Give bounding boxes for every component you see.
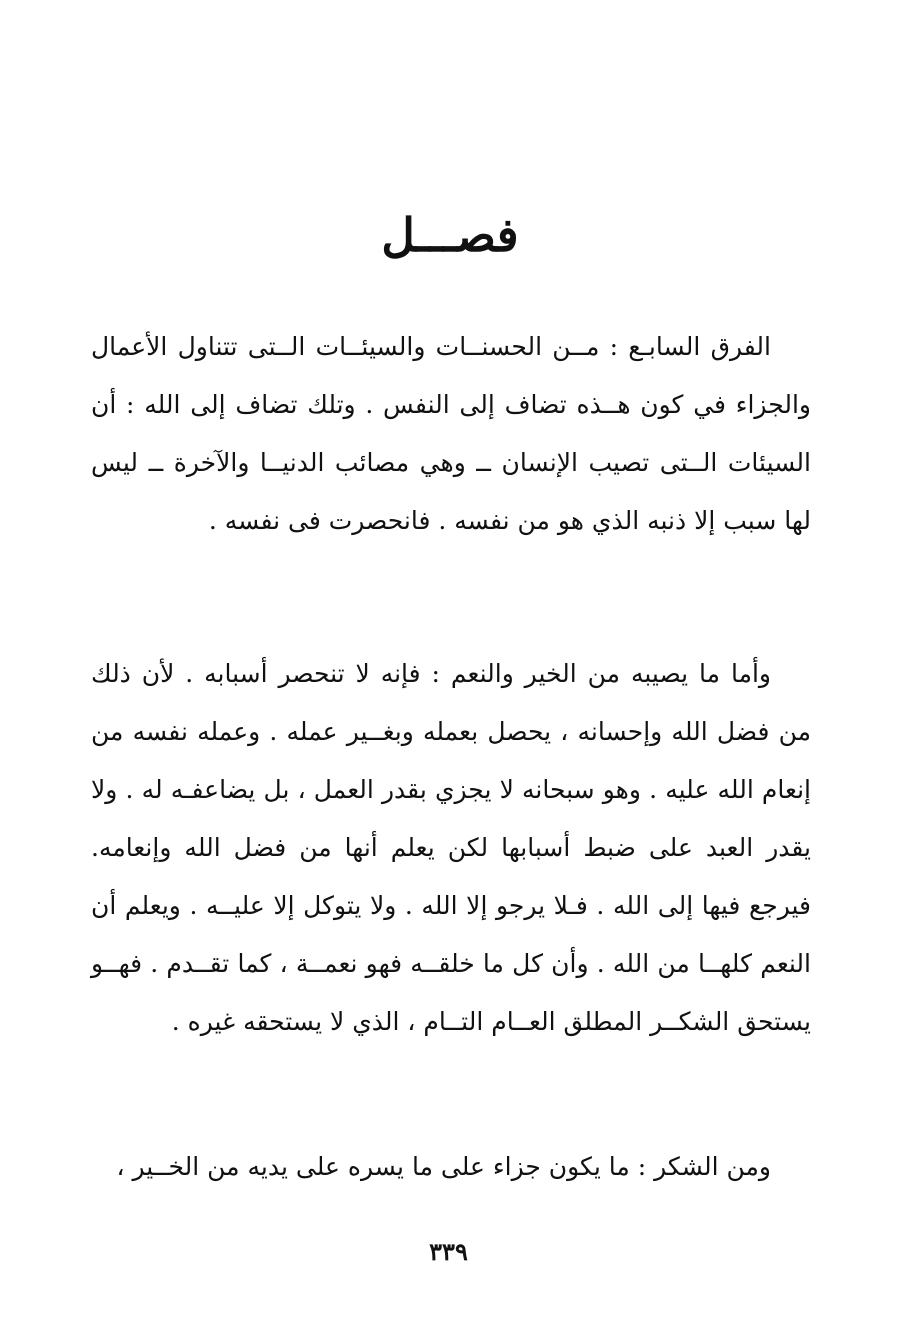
paragraph-1 — [91, 318, 811, 550]
page-number: ٣٣٩ — [429, 1237, 468, 1266]
section-title: فصـــل — [381, 208, 519, 262]
paragraph-1-text: الفرق السابـع : مــن الحسنــات والسيئــات الــتى تتناول الأعمال والجزاء في كون هــذه تضاف إلى النفس . وتلك تضاف إلى الله : أن السيئات الــتى تصيب الإنسان ــ وهي مصائب الدنيــا والآخرة ــ ليس لها سبب إلا ذنبه الذي هو من نفسه . فانحصرت فى نفسه . — [91, 332, 811, 535]
paragraph-2-text: وأما ما يصيبه من الخير والنعم : فإنه لا تنحصر أسبابه . لأن ذلك من فضل الله وإحسانه ، يحصل بعمله وبغــير عمله . وعمله نفسه من إنعام الله عليه . وهو سبحانه لا يجزي بقدر العمل ، بل يضاعفـه له . ولا يقدر العبد على ضبط أسبابها لكن يعلم أنها من فضل الله وإنعامه. فيرجع فيها إلى الله . فـلا يرجو إلا الله . ولا يتوكل إلا عليــه . ويعلم أن النعم كلهــا من الله . وأن كل ما خلقــه فهو نعمــة ، كما تقــدم . فهــو يستحق الشكــر المطلق العــام التــام ، الذي لا يستحقه غيره . — [91, 659, 811, 1036]
paragraph-3-text: ومن الشكر : ما يكون جزاء على ما يسره على يديه من الخــير ، — [116, 1152, 771, 1181]
paragraph-3 — [91, 1138, 811, 1196]
paragraph-2 — [91, 645, 811, 1051]
